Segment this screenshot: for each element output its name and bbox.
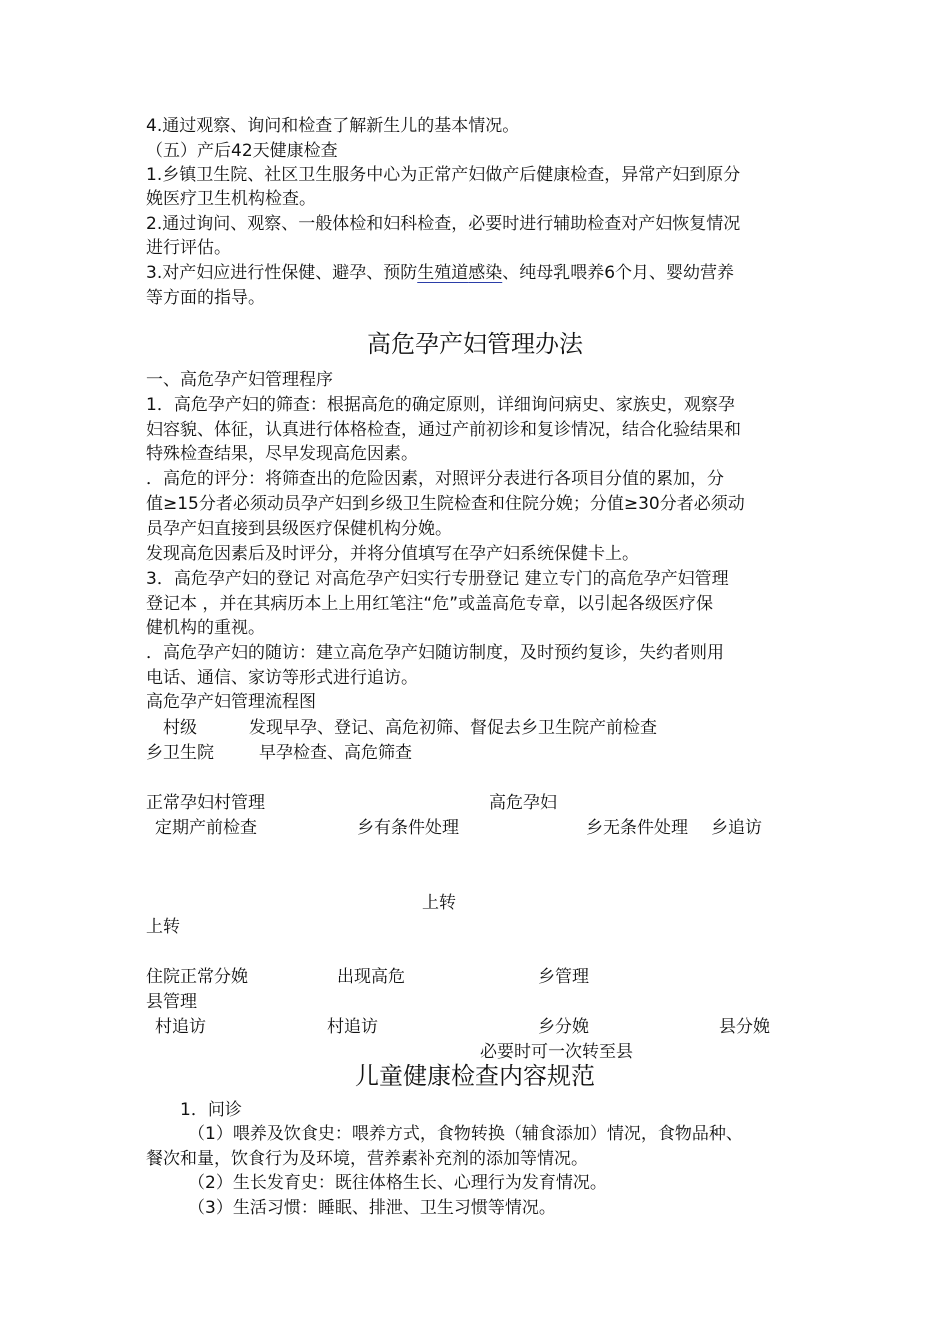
flow-normal-village: 正常孕妇村管理 (146, 793, 265, 813)
high-risk-management-title: 高危孕产妇管理办法 (367, 330, 583, 358)
flow-transfer-up-mid: 上转 (422, 893, 456, 913)
followup-line-2: 电话、通信、家访等形式进行追访。 (146, 668, 418, 688)
registration-line-1: 3．高危孕产妇的登记 对高危孕产妇实行专册登记 建立专门的高危孕产妇管理 (146, 569, 729, 589)
flow-township-text: 早孕检查、高危筛查 (259, 743, 412, 763)
flowchart-heading: 高危孕产妇管理流程图 (146, 692, 316, 712)
flow-risk-appears: 出现高危 (337, 967, 405, 987)
item-3-part-d: 、纯母乳喂养6个月、婴幼营养 (502, 263, 735, 283)
postpartum-item-3-line-1 (146, 261, 734, 285)
inquiry-heading: 1．问诊 (180, 1100, 242, 1120)
postpartum-item-2-line-2: 进行评估。 (146, 238, 231, 258)
postpartum-item-3-line-2: 等方面的指导。 (146, 288, 265, 308)
postpartum-item-1-line-1: 1.乡镇卫生院、社区卫生服务中心为正常产妇做产后健康检查，异常产妇到原分 (146, 165, 741, 185)
flow-high-risk: 高危孕妇 (489, 793, 557, 813)
growth-history-line: （2）生长发育史：既往体格生长、心理行为发育情况。 (188, 1173, 607, 1193)
flow-town-can-handle: 乡有条件处理 (357, 818, 459, 838)
flow-regular-checkup: 定期产前检查 (155, 818, 257, 838)
scoring-line-4: 发现高危因素后及时评分，并将分值填写在孕产妇系统保健卡上。 (146, 544, 639, 564)
management-procedure-heading: 一、高危孕产妇管理程序 (146, 370, 333, 390)
flow-town-delivery: 乡分娩 (538, 1017, 589, 1037)
feeding-history-line-1: （1）喂养及饮食史：喂养方式，食物转换（辅食添加）情况，食物品种、 (188, 1124, 743, 1144)
flow-village-follow-2: 村追访 (327, 1017, 378, 1037)
registration-line-3: 健机构的重视。 (146, 618, 265, 638)
child-health-check-title: 儿童健康检查内容规范 (355, 1062, 595, 1090)
followup-line-1: ．高危孕产妇的随访：建立高危孕产妇随访制度，及时预约复诊，失约者则用 (146, 643, 724, 663)
flow-transfer-up-left: 上转 (146, 917, 180, 937)
flow-county-manage: 县管理 (146, 992, 197, 1012)
flow-town-manage: 乡管理 (538, 967, 589, 987)
flow-village-label: 村级 (163, 718, 197, 738)
flow-town-cannot-handle: 乡无条件处理 (586, 818, 688, 838)
infection-link[interactable]: 感染 (468, 263, 503, 283)
postpartum-42-day-heading: （五）产后42天健康检查 (146, 141, 338, 161)
flow-township-label: 乡卫生院 (146, 743, 214, 763)
scoring-line-2: 值≥15分者必须动员孕产妇到乡级卫生院检查和住院分娩；分值≥30分者必须动 (146, 494, 745, 514)
newborn-check-line: 4.通过观察、询问和检查了解新生儿的基本情况。 (146, 116, 520, 136)
postpartum-item-2-line-1: 2.通过询问、观察、一般体检和妇科检查，必要时进行辅助检查对产妇恢复情况 (146, 214, 741, 234)
flow-village-follow-1: 村追访 (155, 1017, 206, 1037)
scoring-line-1: ．高危的评分：将筛查出的危险因素，对照评分表进行各项目分值的累加，分 (146, 469, 724, 489)
item-3-part-a: 3.对产妇应进行性保健、避孕、预防 (146, 263, 418, 283)
flow-county-delivery: 县分娩 (719, 1017, 770, 1037)
postpartum-item-1-line-2: 娩医疗卫生机构检查。 (146, 189, 316, 209)
flow-transfer-note: 必要时可一次转至县 (480, 1042, 633, 1062)
scoring-line-3: 员孕产妇直接到县级医疗保健机构分娩。 (146, 519, 452, 539)
screening-line-2: 妇容貌、体征，认真进行体格检查，通过产前初诊和复诊情况，结合化验结果和 (146, 420, 741, 440)
reproductive-tract-link[interactable]: 生殖道 (417, 263, 469, 283)
living-habits-line: （3）生活习惯：睡眠、排泄、卫生习惯等情况。 (188, 1198, 556, 1218)
feeding-history-line-2: 餐次和量，饮食行为及环境，营养素补充剂的添加等情况。 (146, 1149, 588, 1169)
screening-line-3: 特殊检查结果，尽早发现高危因素。 (146, 444, 418, 464)
flow-town-follow: 乡追访 (711, 818, 762, 838)
screening-line-1: 1．高危孕产妇的筛查：根据高危的确定原则，详细询问病史、家族史，观察孕 (146, 395, 735, 415)
flow-hospital-normal: 住院正常分娩 (146, 967, 248, 987)
flow-village-text: 发现早孕、登记、高危初筛、督促去乡卫生院产前检查 (249, 718, 657, 738)
registration-line-2: 登记本 ，并在其病历本上上用红笔注“危”或盖高危专章，以引起各级医疗保 (146, 594, 714, 614)
